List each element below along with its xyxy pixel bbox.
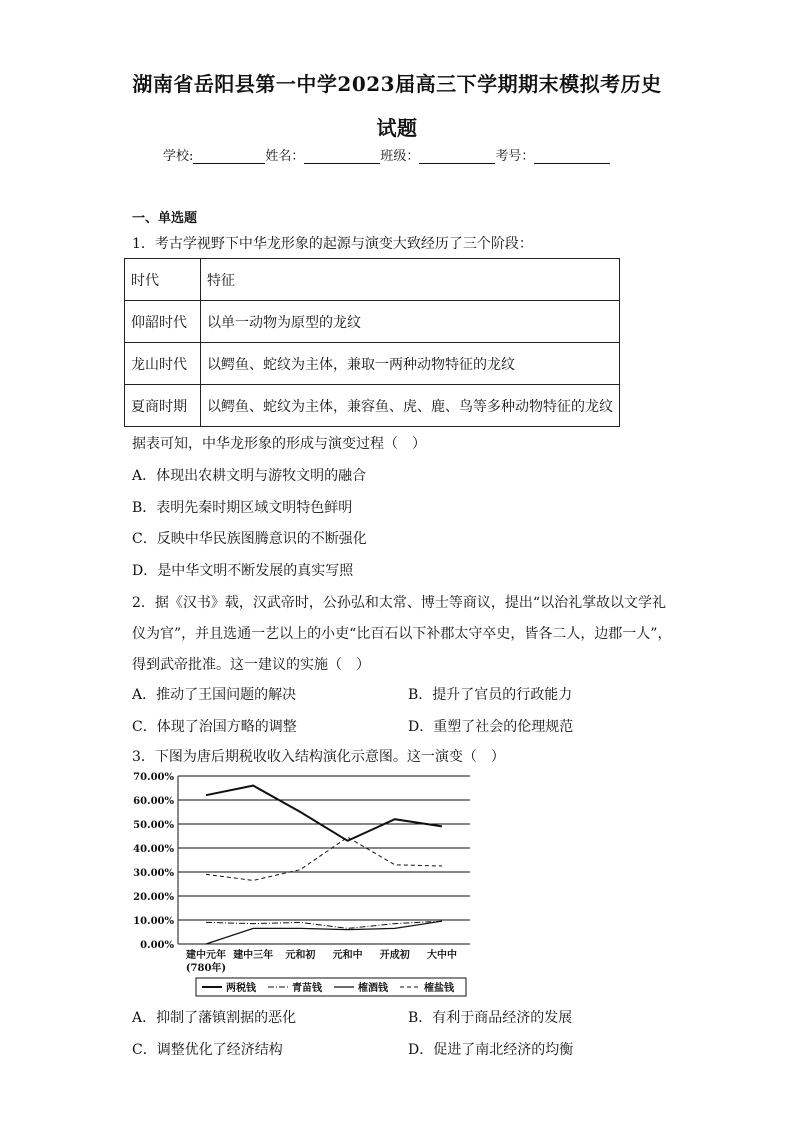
name-blank [304, 149, 380, 164]
series-line-两税钱 [206, 786, 442, 841]
table-cell: 以单一动物为原型的龙纹 [201, 301, 620, 343]
table-row [125, 385, 620, 427]
table-row [125, 343, 620, 385]
school-label: 学校: [163, 149, 194, 164]
x-tick-label: 开成初 [379, 950, 410, 961]
series-line-榷盐钱 [206, 837, 442, 880]
table-cell: 时代 [125, 259, 201, 301]
x-tick-label: 建中三年 [233, 950, 274, 961]
q3-stem: 3．下图为唐后期税收收入结构演化示意图。这一演变（ ） [132, 749, 505, 765]
table-cell: 仰韶时代 [125, 301, 201, 343]
q3-option-d[interactable]: D．促进了南北经济的均衡 [408, 1042, 574, 1058]
id-label: 考号： [495, 149, 535, 164]
q1-table [124, 258, 620, 427]
y-tick-label: 40.00% [133, 844, 174, 855]
q2-option-d[interactable]: D．重塑了社会的伦理规范 [408, 719, 574, 735]
q3-option-a[interactable]: A．抑制了藩镇割据的恶化 [132, 1010, 297, 1026]
name-label: 姓名： [265, 149, 305, 164]
x-tick-label: 建中元年 [186, 950, 226, 961]
x-tick-label: 大中中 [427, 950, 457, 961]
q3-option-b[interactable]: B．有利于商品经济的发展 [408, 1010, 573, 1026]
legend-label: 两税钱 [226, 983, 256, 994]
section-title: 一、单选题 [132, 211, 198, 226]
series-line-青苗钱 [206, 921, 442, 928]
table-row [125, 301, 620, 343]
id-blank [534, 149, 610, 164]
student-info-row [163, 145, 610, 164]
tax-structure-chart [130, 766, 480, 1001]
school-blank [193, 149, 265, 164]
q1-after: 据表可知，中华龙形象的形成与演变过程（ ） [132, 436, 426, 452]
class-blank [419, 149, 495, 164]
q2-option-c[interactable]: C．体现了治国方略的调整 [132, 719, 297, 735]
q2-option-b[interactable]: B．提升了官员的行政能力 [408, 687, 573, 703]
y-tick-label: 60.00% [133, 796, 174, 807]
q1-option-c[interactable]: C．反映中华民族图腾意识的不断强化 [132, 531, 367, 547]
x-tick-label: 元和初 [285, 950, 316, 961]
y-tick-label: 30.00% [133, 868, 174, 879]
legend-label: 榷盐钱 [424, 983, 454, 994]
table-cell: 龙山时代 [125, 343, 201, 385]
y-tick-label: 20.00% [133, 892, 174, 903]
chart-svg [130, 766, 480, 1001]
page-title-line2: 试题 [376, 116, 418, 140]
y-tick-label: 70.00% [133, 772, 174, 783]
table-cell: 特征 [201, 259, 620, 301]
legend-label: 榷酒钱 [358, 983, 388, 994]
table-cell: 夏商时期 [125, 385, 201, 427]
table-cell: 以鳄鱼、蛇纹为主体，兼取一两种动物特征的龙纹 [201, 343, 620, 385]
x-tick-note: (780年) [185, 963, 227, 974]
table-row [125, 259, 620, 301]
q1-option-a[interactable]: A．体现出农耕文明与游牧文明的融合 [132, 468, 367, 484]
q1-option-b[interactable]: B．表明先秦时期区域文明特色鲜明 [132, 500, 353, 516]
q1-stem: 1．考古学视野下中华龙形象的起源与演变大致经历了三个阶段： [132, 236, 533, 252]
x-tick-label: 元和中 [332, 950, 363, 961]
y-tick-label: 50.00% [133, 820, 174, 831]
table-cell: 以鳄鱼、蛇纹为主体，兼容鱼、虎、鹿、鸟等多种动物特征的龙纹 [201, 385, 620, 427]
q2-option-a[interactable]: A．推动了王国问题的解决 [132, 687, 297, 703]
q2-line1: 2．据《汉书》载，汉武帝时，公孙弘和太常、博士等商议，提出“以治礼掌故以文学礼 [132, 595, 667, 611]
y-tick-label: 10.00% [133, 916, 174, 927]
legend-label: 青苗钱 [292, 983, 322, 994]
q1-option-d[interactable]: D．是中华文明不断发展的真实写照 [132, 563, 354, 579]
class-label: 班级： [380, 149, 420, 164]
q2-line2: 仪为官”，并且选通一艺以上的小吏“比百石以下补郡太守卒史，皆各二人，边郡一人”， [132, 626, 672, 642]
q3-option-c[interactable]: C．调整优化了经济结构 [132, 1042, 283, 1058]
y-tick-label: 0.00% [140, 940, 174, 951]
series-line-榷酒钱 [206, 921, 442, 944]
q2-line3: 得到武帝批准。这一建议的实施（ ） [132, 657, 370, 673]
page-title-line1: 湖南省岳阳县第一中学2023届高三下学期期末模拟考历史 [132, 72, 662, 96]
